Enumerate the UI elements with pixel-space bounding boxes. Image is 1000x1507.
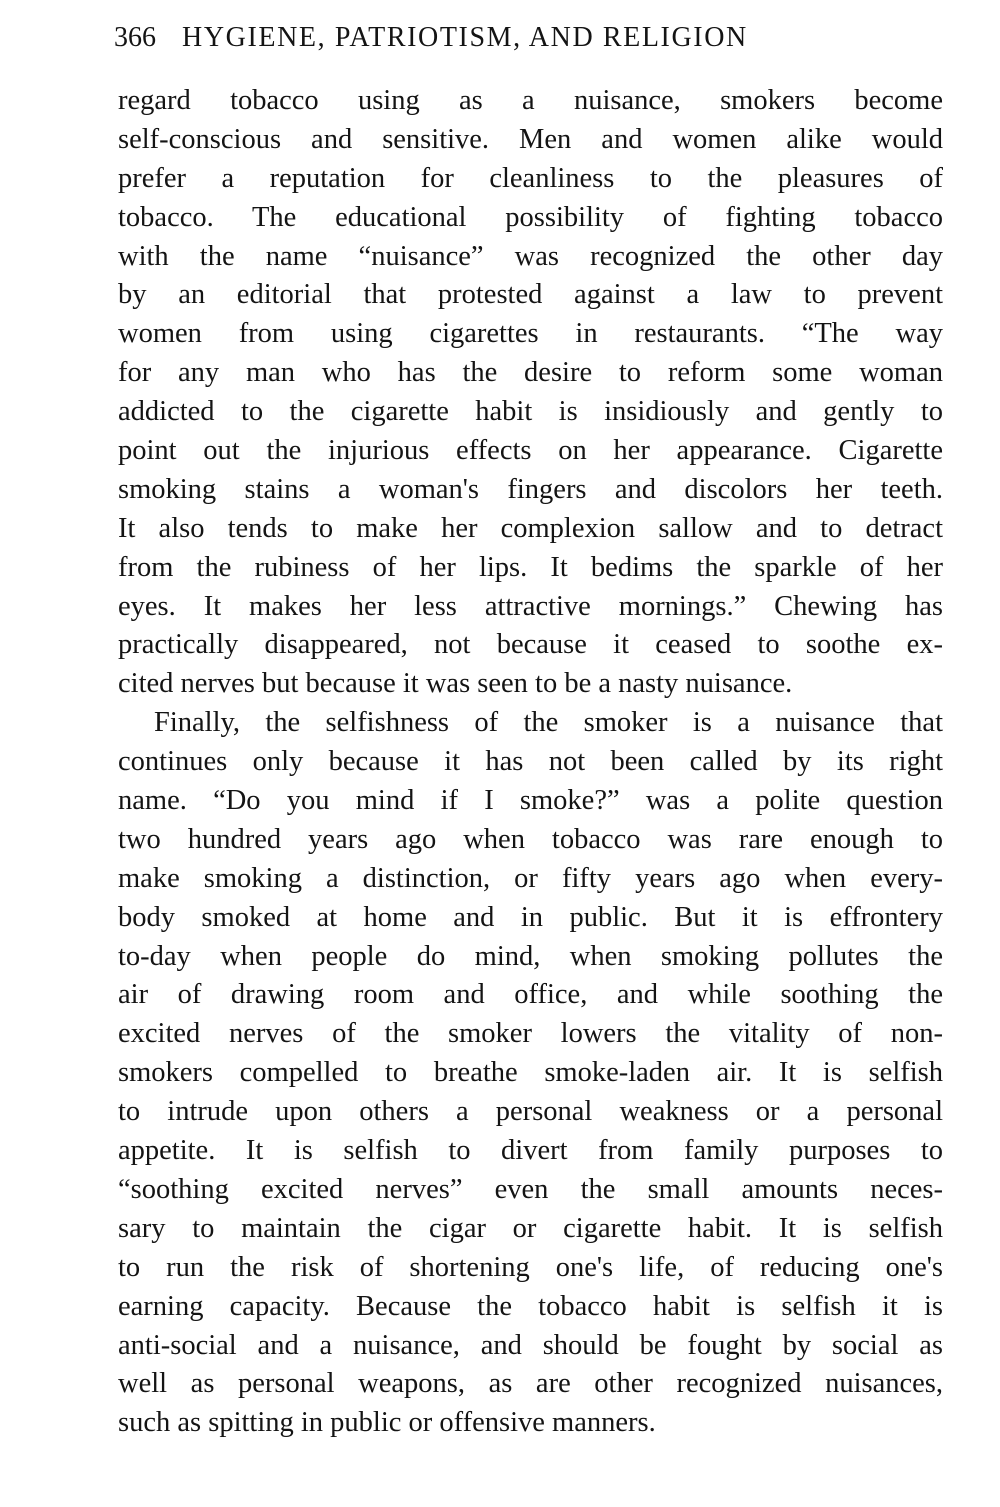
text-line: to intrude upon others a personal weakness or a personal [118,1096,943,1128]
paragraph-1 [118,82,943,704]
text-line: from the rubiness of her lips. It bedims the sparkle of her [118,551,943,583]
text-line: well as personal weapons, as are other recognized nuisances, [118,1368,943,1400]
text-line: prefer a reputation for cleanliness to the pleasures of [118,162,943,194]
text-line: point out the injurious effects on her appearance. Cigarette [118,435,943,467]
text-line: two hundred years ago when tobacco was rare enough to [118,823,943,855]
running-head [114,18,944,58]
text-line: body smoked at home and in public. But it is effrontery [118,901,943,933]
text-line: practically disappeared, not because it ceased to soothe ex- [118,629,943,661]
paragraph-2 [118,704,943,1443]
text-line: by an editorial that protested against a law to prevent [118,279,943,311]
text-line: regard tobacco using as a nuisance, smokers become [118,85,943,116]
text-line: such as spitting in public or offensive manners. [118,1407,656,1439]
text-line: anti-social and a nuisance, and should be fought by social as [118,1329,943,1361]
text-line: eyes. It makes her less attractive mornings.” Chewing has [118,590,943,622]
text-line: self-conscious and sensitive. Men and women alike would [118,123,943,155]
text-line: continues only because it has not been called by its right [118,746,943,778]
text-line: addicted to the cigarette habit is insidiously and gently to [118,396,943,428]
page-number: 366 [114,22,156,53]
body-text [118,82,943,1443]
text-line: for any man who has the desire to reform some woman [118,357,943,389]
text-line: women from using cigarettes in restaurants. “The way [118,318,943,350]
text-line: make smoking a distinction, or fifty years ago when every- [118,862,943,894]
text-line: “soothing excited nerves” even the small amounts neces- [118,1173,943,1205]
text-line: air of drawing room and office, and while soothing the [118,979,943,1011]
text-line: smokers compelled to breathe smoke-laden air. It is selfish [118,1057,943,1089]
text-line: Finally, the selfishness of the smoker is a nuisance that [154,707,943,739]
text-line: earning capacity. Because the tobacco habit is selfish it is [118,1290,943,1322]
text-line: name. “Do you mind if I smoke?” was a polite question [118,785,943,817]
text-line: sary to maintain the cigar or cigarette habit. It is selfish [118,1212,943,1244]
text-line: with the name “nuisance” was recognized the other day [118,240,943,272]
text-line: It also tends to make her complexion sallow and to detract [118,512,943,544]
text-line: cited nerves but because it was seen to be a nasty nuisance. [118,668,793,700]
text-line: smoking stains a woman's fingers and discolors her teeth. [118,473,943,505]
text-line: tobacco. The educational possibility of fighting tobacco [118,201,943,233]
text-line: to-day when people do mind, when smoking pollutes the [118,940,943,972]
text-line: excited nerves of the smoker lowers the vitality of non- [118,1018,943,1050]
running-title: HYGIENE, PATRIOTISM, AND RELIGION [182,22,748,53]
text-line: appetite. It is selfish to divert from family purposes to [118,1135,943,1167]
text-line: to run the risk of shortening one's life, of reducing one's [118,1251,943,1283]
